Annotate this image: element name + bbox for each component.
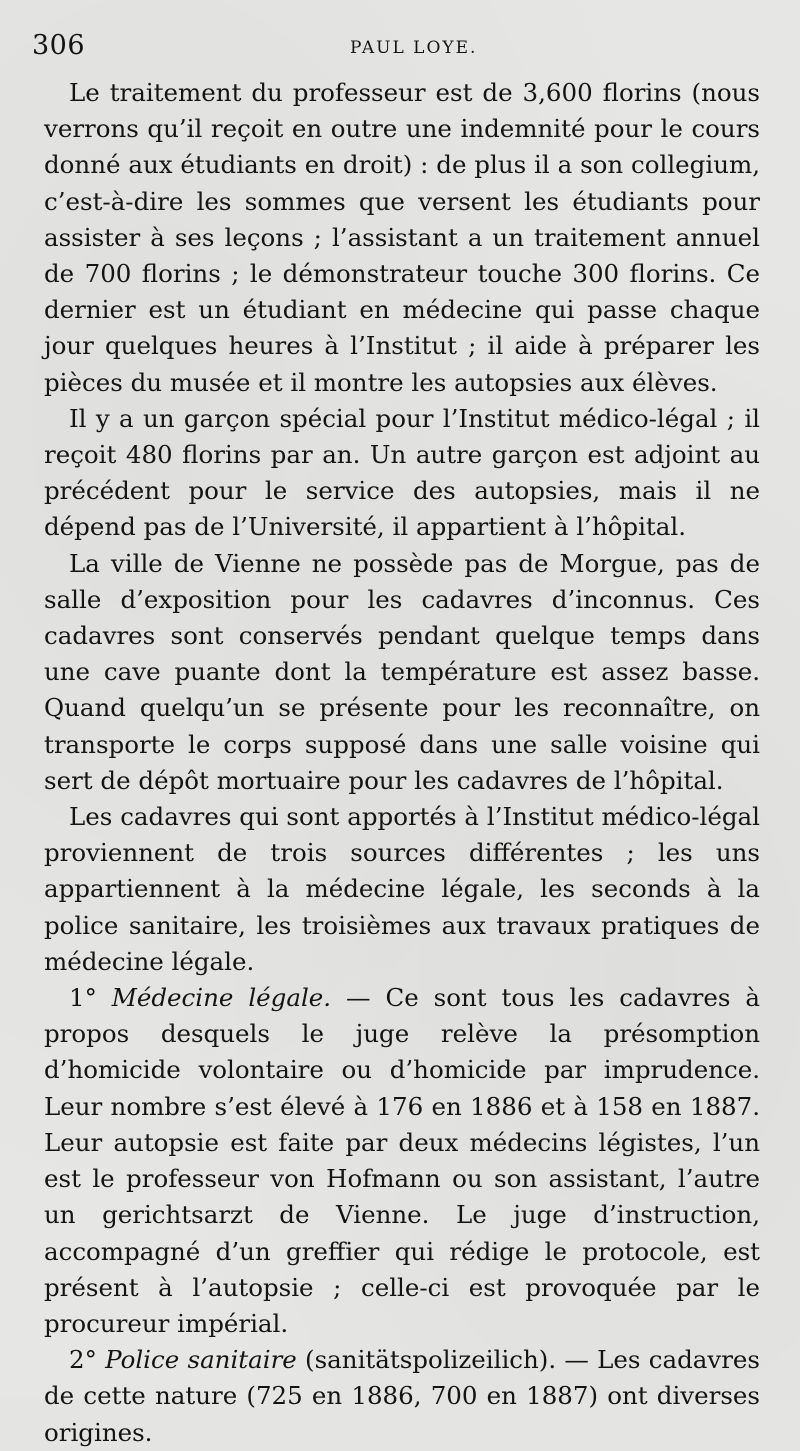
page-number: 306 bbox=[32, 30, 86, 61]
section-medecine-legale bbox=[44, 980, 760, 1342]
section-text: (sanitätspolizeilich). — Les cadavres de cette nature (725 en 1886, 700 en 1887) ont diverses origines. bbox=[44, 1345, 760, 1447]
section-police-sanitaire bbox=[44, 1342, 760, 1451]
paragraph-morgue: La ville de Vienne ne possède pas de Morgue, pas de salle d’exposition pour les cadavres d’inconnus. Ces cadavres sont conservés pendant quelque temps dans une cave puante dont la température est assez basse. Quand quelqu’un se présente pour les reconnaître, on transporte le corps supposé dans une salle voisine qui sert de dépôt mortuaire pour les cadavres de l’hôpital. bbox=[44, 548, 760, 795]
section-title: Police sanitaire bbox=[105, 1345, 297, 1375]
body-text bbox=[44, 75, 760, 1451]
section-number: 1° bbox=[69, 983, 97, 1013]
paragraph-salaries: Le traitement du professeur est de 3,600 florins (nous verrons qu’il reçoit en outre une indemnité pour le cours donné aux étudiants en droit) : de plus il a son collegium, c’est-à-dire les sommes que versent les étudiants pour assister à ses leçons ; l’assistant a un traitement annuel de 700 florins ; le démonstrateur touche 300 florins. Ce dernier est un étudiant en médecine qui passe chaque jour quelques heures à l’Institut ; il aide à préparer les pièces du musée et il montre les autopsies aux élèves. bbox=[44, 78, 760, 397]
section-text: — Ce sont tous les cadavres à propos desquels le juge relève la présomption d’homicide volontaire ou d’homicide par imprudence. Leur nombre s’est élevé à 176 en 1886 et à 158 en 1887. Leur autopsie est faite par deux médecins légistes, l’un est le professeur von Hofmann ou son assistant, l’autre un gerichtsarzt de Vienne. Le juge d’instruction, accompagné d’un greffier qui rédige le protocole, est présent à l’autopsie ; celle-ci est provoquée par le procureur impérial. bbox=[44, 983, 760, 1338]
paragraph-staff: Il y a un garçon spécial pour l’Institut médico-légal ; il reçoit 480 florins par an. Un autre garçon est adjoint au précédent pour le service des autopsies, mais il ne dépend pas de l’Université, il appartient à l’hôpital. bbox=[44, 403, 760, 542]
section-title: Médecine légale. bbox=[111, 983, 332, 1013]
running-head: PAUL LOYE. bbox=[350, 38, 478, 58]
section-number: 2° bbox=[69, 1345, 97, 1375]
page-header bbox=[32, 30, 760, 70]
paragraph-sources: Les cadavres qui sont apportés à l’Institut médico-légal proviennent de trois sources différentes ; les uns appartiennent à la médecine légale, les seconds à la police sanitaire, les troisièmes aux travaux pratiques de médecine légale. bbox=[44, 802, 760, 976]
